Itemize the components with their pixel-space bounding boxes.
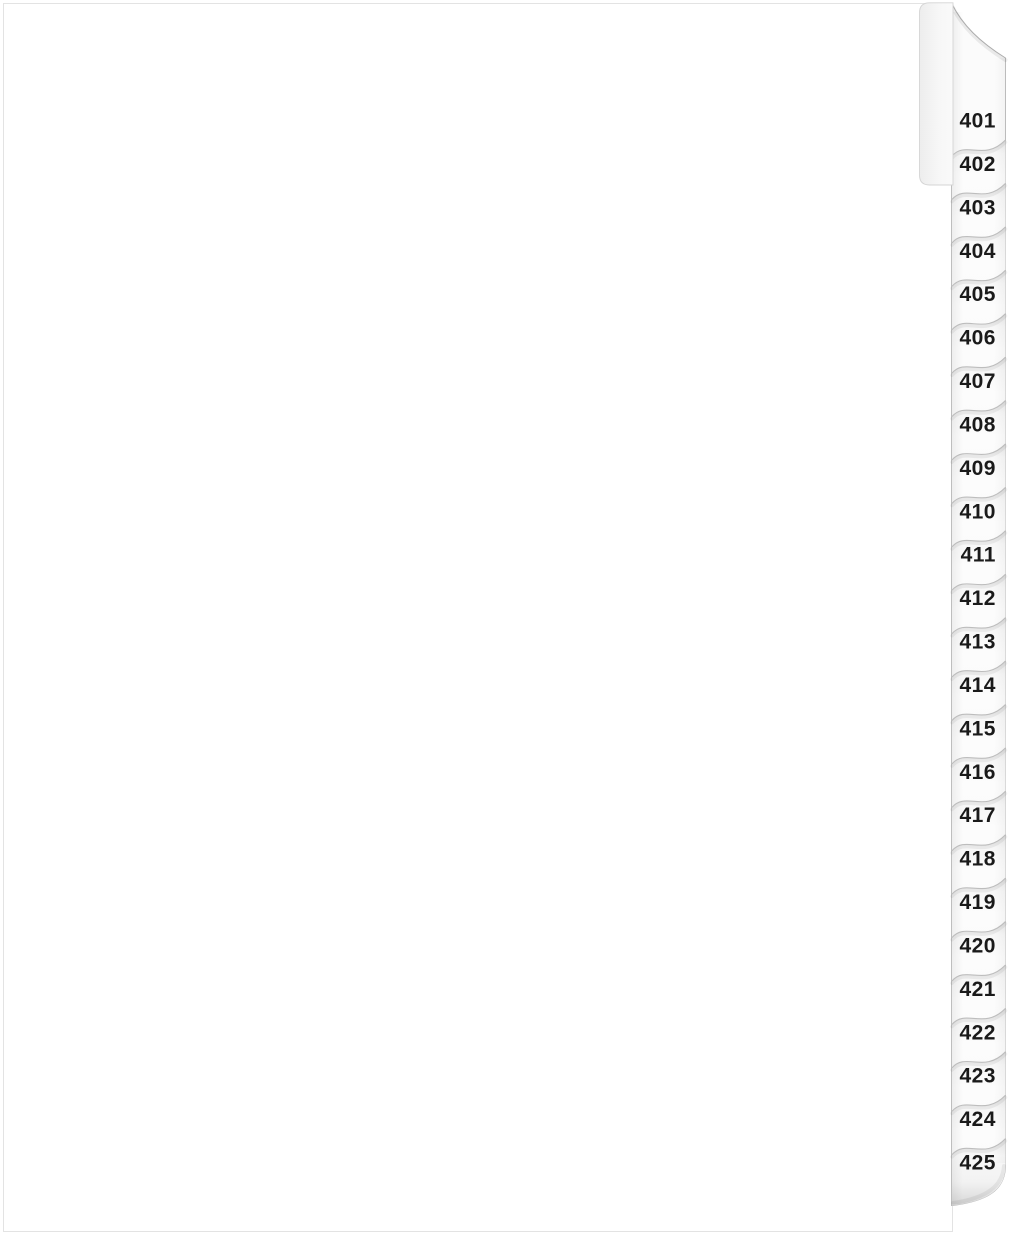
tab-label: 418 [959, 847, 996, 871]
tab-label: 412 [959, 587, 996, 611]
tab-label: 419 [959, 891, 996, 915]
tab-label: 417 [959, 804, 996, 828]
tab-label: 414 [959, 673, 996, 697]
tab-label: 409 [959, 456, 996, 480]
tab-label: 423 [959, 1064, 996, 1088]
tab-label: 424 [959, 1108, 996, 1132]
divider-sheet [4, 4, 953, 1232]
tab-label: 408 [959, 413, 996, 437]
tab-label: 401 [959, 109, 996, 133]
tab-label: 406 [959, 326, 996, 350]
tab-label: 405 [959, 283, 996, 307]
tab-label: 420 [959, 934, 996, 958]
tab-label: 421 [959, 977, 996, 1001]
tab-label: 413 [959, 630, 996, 654]
tab-label: 402 [959, 152, 996, 176]
tab-label: 410 [959, 500, 996, 524]
tab-label: 407 [959, 370, 996, 394]
tab-label: 403 [959, 196, 996, 220]
first-tab-flap [920, 3, 954, 185]
tab-label: 411 [960, 543, 996, 567]
tab-label: 422 [959, 1021, 996, 1045]
tab-label: 415 [959, 717, 996, 741]
tab-label: 425 [959, 1151, 996, 1175]
tab-label: 416 [959, 760, 996, 784]
tab-label: 404 [959, 239, 996, 263]
